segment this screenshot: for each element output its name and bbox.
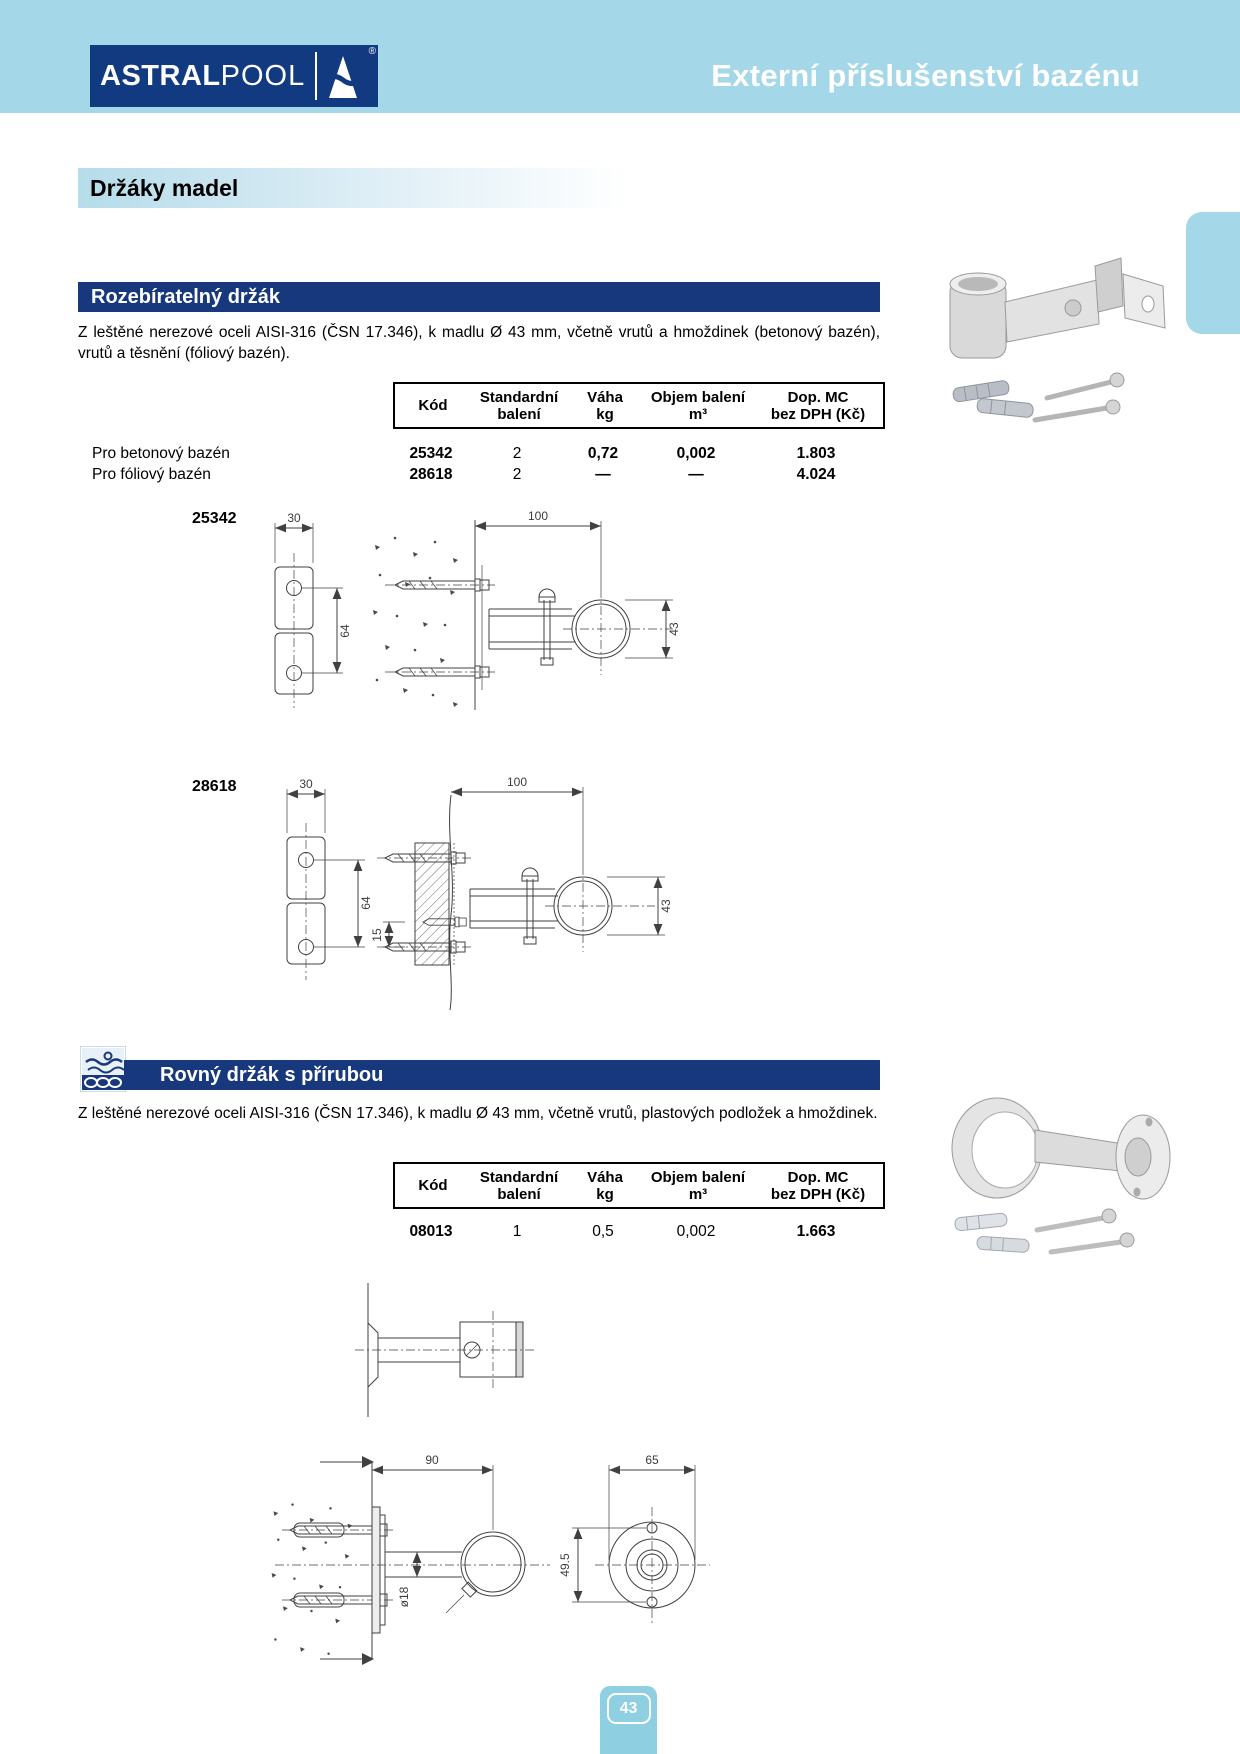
table-row	[78, 464, 881, 485]
cell-volume: —	[688, 465, 704, 483]
svg-text:15: 15	[370, 928, 384, 942]
table-row	[78, 443, 881, 464]
product2-heading: Rovný držák s přírubou	[160, 1063, 384, 1086]
col-objem: Objem balení m³	[650, 388, 746, 423]
product2-table-header	[393, 1162, 885, 1209]
cell-price: 4.024	[796, 465, 836, 483]
cell-volume: 0,002	[676, 1222, 716, 1240]
header-band	[0, 0, 1240, 113]
row-label: Pro betonový bazén	[92, 444, 230, 462]
cell-volume: 0,002	[676, 444, 716, 462]
col-cena: Dop. MC bez DPH (Kč)	[770, 1168, 866, 1203]
logo-brand-bold: ASTRAL	[100, 59, 221, 92]
astralpool-logo	[90, 45, 378, 107]
cell-price: 1.663	[796, 1222, 836, 1240]
registered-mark: ®	[368, 46, 376, 57]
col-kod: Kód	[418, 1177, 448, 1194]
table-row	[78, 1221, 881, 1242]
svg-text:30: 30	[287, 511, 301, 525]
product2-description: Z leštěné nerezové oceli AISI-316 (ČSN 17.346), k madlu Ø 43 mm, včetně vrutů, plastových podložek a hmoždinek.	[78, 1105, 878, 1122]
product2-heading-bar	[124, 1060, 880, 1090]
product1-photo	[925, 230, 1195, 440]
cell-pack: 2	[512, 444, 522, 462]
drawing-label: 25342	[192, 510, 237, 527]
cell-pack: 2	[512, 465, 522, 483]
svg-text:65: 65	[645, 1453, 659, 1467]
drawing-label: 28618	[192, 778, 237, 795]
row-label: Pro fóliový bazén	[92, 465, 211, 483]
cell-weight: 0,72	[587, 444, 619, 462]
section-title: Držáky madel	[90, 174, 239, 201]
cell-weight: —	[595, 465, 611, 483]
technical-drawing-08013	[250, 1275, 720, 1695]
svg-text:64: 64	[359, 896, 373, 910]
screw-graphic	[385, 579, 495, 591]
col-objem: Objem balení m³	[650, 1168, 746, 1203]
product1-heading: Rozebíratelný držák	[91, 285, 280, 308]
col-kod: Kód	[418, 397, 448, 414]
pool-handrail-category-icon	[80, 1046, 126, 1092]
screw-graphic	[385, 666, 495, 678]
cell-price: 1.803	[796, 444, 836, 462]
col-cena: Dop. MC bez DPH (Kč)	[770, 388, 866, 423]
col-vaha: Váha kg	[587, 388, 623, 423]
page-edge-tab	[1186, 212, 1240, 334]
page-number-tab	[600, 1686, 657, 1754]
svg-text:ø18: ø18	[397, 1586, 411, 1608]
svg-text:64: 64	[338, 624, 352, 638]
page-number: 43	[607, 1693, 651, 1724]
col-vaha: Váha kg	[587, 1168, 623, 1203]
product2-photo	[925, 1050, 1195, 1265]
page-title: Externí příslušenství bazénu	[711, 58, 1140, 93]
svg-text:49.5: 49.5	[558, 1553, 572, 1577]
svg-text:90: 90	[425, 1453, 439, 1467]
cell-code: 25342	[409, 444, 453, 462]
col-baleni: Standardní balení	[479, 388, 559, 423]
svg-text:43: 43	[659, 899, 673, 913]
product1-table-header	[393, 382, 885, 429]
svg-text:100: 100	[506, 775, 528, 789]
screw-graphic	[377, 852, 473, 864]
svg-text:30: 30	[299, 777, 313, 791]
logo-divider	[315, 52, 317, 100]
cell-code: 28618	[409, 465, 453, 483]
section-title-band	[78, 168, 768, 208]
col-baleni: Standardní balení	[479, 1168, 559, 1203]
logo-brand-light: POOL	[220, 59, 306, 92]
swimmer-a-icon	[325, 52, 361, 100]
technical-drawing-28618	[245, 775, 695, 1015]
product1-description: Z leštěné nerezové oceli AISI-316 (ČSN 17.346), k madlu Ø 43 mm, včetně vrutů a hmoždinek (betonový bazén), vrutů a těsnění (fóliový bazén).	[78, 324, 880, 362]
cell-code: 08013	[409, 1222, 453, 1240]
technical-drawing-25342	[245, 505, 695, 720]
svg-text:43: 43	[667, 622, 681, 636]
svg-text:100: 100	[527, 509, 549, 523]
cell-weight: 0,5	[592, 1222, 614, 1240]
cell-pack: 1	[512, 1222, 522, 1240]
product1-heading-bar	[78, 282, 880, 312]
